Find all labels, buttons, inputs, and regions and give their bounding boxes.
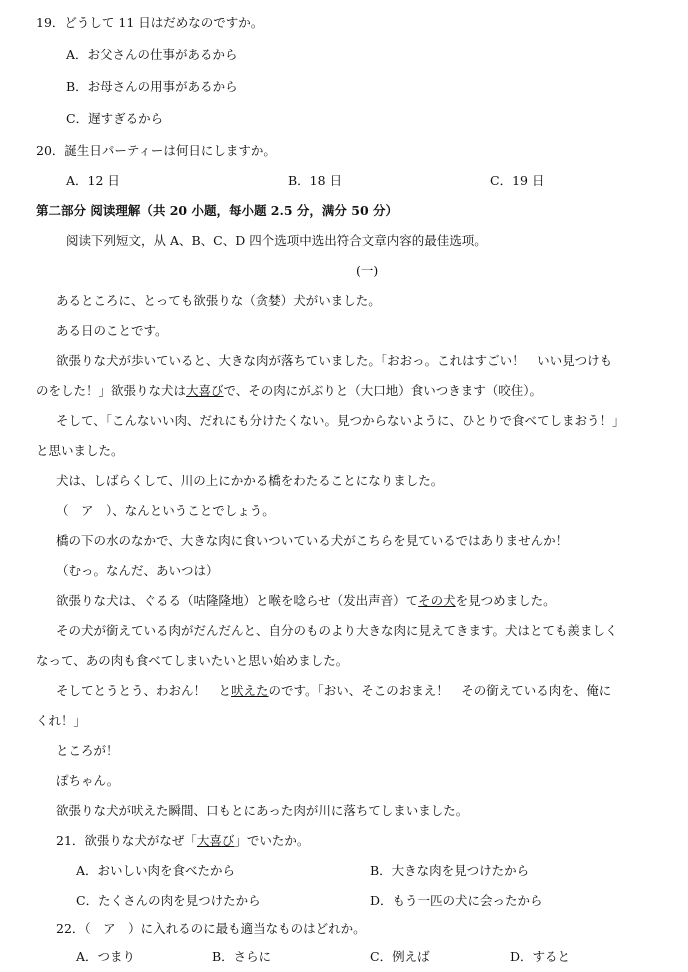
q19-option-a: A．お父さんの仕事があるから [66,47,238,62]
passage-line: くれ！」 [36,713,87,728]
q21-stem [56,832,309,850]
q21-option-b: B．大きな肉を見つけたから [370,863,530,878]
q22-option-d: D．すると [510,949,571,964]
q22-stem: 22．（ ア ）に入れるのに最も適当なものはどれか。 [56,921,366,936]
passage-number: (一) [356,263,379,278]
passage-line [56,682,611,700]
passage-text: のをした！」欲張りな犬は [36,383,187,398]
passage-line: あるところに、とっても欲張りな（贪婪）犬がいました。 [56,293,381,308]
q19-option-b: B．お母さんの用事があるから [66,79,238,94]
q21-option-a: A．おいしい肉を食べたから [76,863,236,878]
q21-stem-text: 」でいたか。 [234,833,310,848]
passage-text: 欲張りな犬は、ぐるる（咕隆隆地）と喉を唸らせ（发出声音）て [56,593,419,608]
q21-option-d: D．もう一匹の犬に会ったから [370,893,543,908]
passage-text: のです。「おい、そこのおまえ！ その銜えている肉を、俺に [268,683,612,698]
passage-line: （むっ。なんだ、あいつは） [56,563,219,578]
q20-option-a: A．12 日 [66,173,120,188]
section-header: 第二部分 阅读理解（共 20 小题，每小题 2.5 分，满分 50 分） [36,203,399,218]
passage-line [56,592,556,610]
q19-stem: 19．どうして 11 日はだめなのですか。 [36,15,264,30]
q20-option-b: B．18 日 [288,173,343,188]
q20-stem: 20．誕生日パーティーは何日にしますか。 [36,143,276,158]
section-instruction: 阅读下列短文，从 A、B、C、D 四个选项中选出符合文章内容的最佳选项。 [66,233,487,248]
q22-option-b: B．さらに [212,949,272,964]
passage-line: （ ア ）、なんということでしょう。 [56,503,275,518]
passage-text: で、その肉にがぶりと（大口地）食いつきます（咬住）。 [223,383,543,398]
passage-line [36,382,542,400]
passage-line: 欲張りな犬が吠えた瞬間、口もとにあった肉が川に落ちてしまいました。 [56,803,469,818]
passage-line: ある日のことです。 [56,323,168,338]
passage-text: を見つめました。 [455,593,556,608]
passage-line: その犬が銜えている肉がだんだんと、自分のものより大きな肉に見えてきます。犬はとても羨ましく [56,623,618,638]
passage-line: ぽちゃん。 [56,773,120,788]
underlined-daiyorokobi: 大喜び [186,383,224,398]
q21-underlined-daiyorokobi: 大喜び [196,833,235,848]
passage-line: 欲張りな犬が歩いていると、大きな肉が落ちていました。「おおっ。これはすごい！ いい見つけも [56,353,613,368]
q21-stem-text: 21．欲張りな犬がなぜ「 [56,833,197,848]
passage-line: そして、「こんないい肉、だれにも分けたくない。見つからないように、ひとりで食べてしまおう！」 [56,413,625,428]
passage-text: そしてとうとう、わおん！ と [56,683,232,698]
passage-line: なって、あの肉も食べてしまいたいと思い始めました。 [36,653,349,668]
underlined-sono-inu: その犬 [418,593,456,608]
q22-option-a: A．つまり [76,949,136,964]
passage-line: 橋の下の水のなかで、大きな肉に食いついている犬がこちらを見ているではありませんか！ [56,533,569,548]
underlined-hoeta: 吠えた [231,683,269,698]
passage-line: と思いました。 [36,443,124,458]
q20-option-c: C．19 日 [490,173,545,188]
passage-line: ところが！ [56,743,119,758]
passage-line: 犬は、しばらくして、川の上にかかる橋をわたることになりました。 [56,473,444,488]
q22-option-c: C．例えば [370,949,430,964]
q21-option-c: C．たくさんの肉を見つけたから [76,893,261,908]
q19-option-c: C．遅すぎるから [66,111,164,126]
